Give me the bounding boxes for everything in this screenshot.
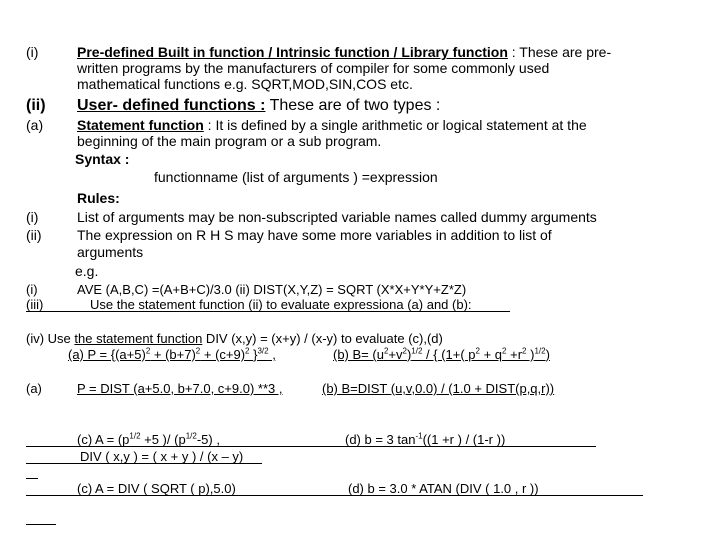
t: 2 — [383, 346, 389, 356]
t: 1/2 — [534, 346, 546, 356]
rule-2: The expression on R H S may have some more variables in addition to list of — [77, 227, 552, 243]
t: -5) , — [196, 432, 220, 447]
statement-heading: Statement function — [77, 117, 204, 133]
rule-2-marker: (ii) — [26, 227, 42, 243]
t: 2 — [145, 346, 151, 356]
ex4-expr-b — [333, 347, 550, 362]
t: + (c+9) — [200, 347, 246, 362]
ex4-prefix: (iv) Use — [26, 331, 75, 346]
t: -1 — [415, 431, 423, 441]
predefined-heading: Pre-defined Built in function / Intrinsic function / Library function — [77, 44, 508, 60]
predefined-rest: : These are pre- — [507, 44, 612, 60]
t: / { (1+( p — [422, 347, 476, 362]
t: 3/2 — [257, 346, 269, 356]
cd-underline — [26, 446, 596, 447]
short-underline-2 — [26, 524, 56, 525]
statement-rest: : It is defined by a single arithmetic or logical statement at the — [203, 117, 587, 133]
t: +v — [388, 347, 403, 362]
t: 2 — [475, 346, 480, 356]
t: 2 — [502, 346, 507, 356]
answer-d: (d) b = 3.0 * ATAN (DIV ( 1.0 , r )) — [348, 481, 539, 496]
answer-c: (c) A = DIV ( SQRT ( p),5.0) — [77, 481, 236, 496]
example-3-underline — [26, 311, 510, 312]
div-underline — [26, 463, 262, 464]
t: (a) P = {(a+5) — [68, 347, 146, 362]
rules-title: Rules: — [77, 190, 120, 206]
short-underline-1 — [26, 478, 38, 479]
t: (b) B= (u — [333, 347, 384, 362]
expr-d — [345, 432, 505, 447]
t: (c) A = (p — [77, 432, 130, 447]
predefined-line-1 — [77, 44, 611, 61]
syntax-text: functionname (list of arguments ) =expression — [154, 169, 438, 185]
userdefined-rest: These are of two types : — [265, 97, 441, 114]
t: +5 )/ (p — [140, 432, 186, 447]
answer-marker: (a) — [26, 381, 42, 396]
t: 1/2 — [185, 431, 197, 441]
ex4-line — [26, 331, 443, 346]
t: + (b+7) — [150, 347, 196, 362]
statement-line-1 — [77, 117, 587, 134]
userdefined-line — [77, 96, 440, 115]
answer-a: P = DIST (a+5.0, b+7.0, c+9.0) **3 , — [77, 381, 283, 396]
statement-line-2: beginning of the main program or a sub program. — [77, 133, 382, 149]
t: +r — [506, 347, 523, 362]
t: ) — [406, 347, 412, 362]
ex4-expr-a — [68, 347, 276, 362]
userdefined-heading: User- defined functions : — [77, 97, 266, 114]
t: 1/2 — [411, 346, 423, 356]
rule-2-line-2: arguments — [77, 244, 144, 260]
syntax-label: Syntax : — [75, 151, 130, 167]
predefined-line-2: written programs by the manufacturers of compiler for some commonly used — [77, 60, 550, 76]
ex4-suffix: DIV (x,y) = (x+y) / (x-y) to evaluate (c),(d) — [202, 331, 443, 346]
t: (d) b = 3 tan — [345, 432, 416, 447]
div-definition: DIV ( x,y ) = ( x + y ) / (x – y) — [80, 449, 244, 464]
t: + q — [479, 347, 503, 362]
t: } — [249, 347, 258, 362]
predefined-line-3: mathematical functions e.g. SQRT,MOD,SIN,COS etc. — [77, 76, 413, 92]
t: ) — [526, 347, 535, 362]
t: 1/2 — [129, 431, 141, 441]
ex4-fn: the statement function — [74, 331, 203, 346]
eg-label: e.g. — [75, 263, 99, 279]
rule-1-marker: (i) — [26, 209, 39, 225]
t: , — [268, 347, 276, 362]
answers-cd-underline — [26, 495, 643, 496]
t: ((1 +r ) / (1-r )) — [422, 432, 506, 447]
example-3-marker: (iii) — [26, 297, 44, 312]
t: 2 — [522, 346, 527, 356]
marker-i: (i) — [26, 44, 39, 60]
t: ) — [545, 347, 550, 362]
example-1-marker: (i) — [26, 282, 38, 297]
expr-c — [77, 432, 220, 447]
t: 2 — [245, 346, 250, 356]
answer-b: (b) B=DIST (u,v,0.0) / (1.0 + DIST(p,q,r)) — [322, 381, 555, 396]
example-1: AVE (A,B,C) =(A+B+C)/3.0 (ii) DIST(X,Y,Z) = SQRT (X*X+Y*Y+Z*Z) — [77, 282, 467, 297]
example-3: Use the statement function (ii) to evaluate expressiona (a) and (b): — [90, 297, 472, 312]
t: 2 — [195, 346, 201, 356]
marker-a: (a) — [26, 117, 44, 133]
rule-1: List of arguments may be non-subscripted variable names called dummy arguments — [77, 209, 597, 225]
marker-ii: (ii) — [26, 97, 46, 114]
t: 2 — [402, 346, 407, 356]
